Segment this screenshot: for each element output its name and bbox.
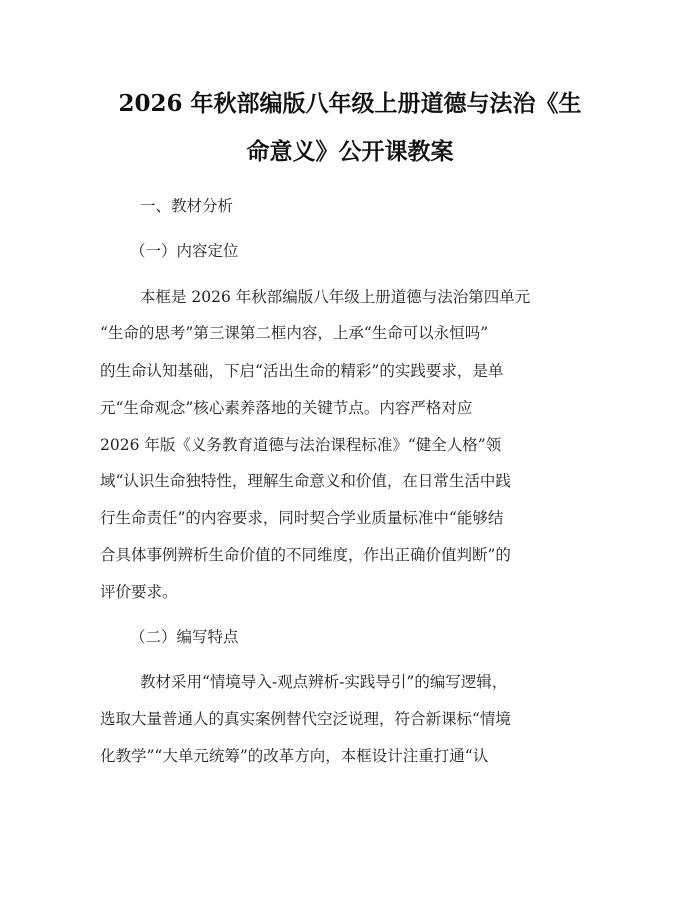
document-title-line-1: 2026 年秋部编版八年级上册道德与法治《生: [118, 90, 582, 117]
section-heading-textbook-analysis: 一、教材分析: [140, 197, 234, 215]
subsection-heading-content-position: （一）内容定位: [130, 242, 239, 260]
paragraph-line: 本框是 2026 年秋部编版八年级上册道德与法治第四单元: [140, 288, 531, 306]
paragraph-line: 元“生命观念”核心素养落地的关键节点。内容严格对应: [100, 399, 473, 417]
paragraph-line: 2026 年版《义务教育道德与法治课程标准》“健全人格”领: [100, 436, 502, 454]
paragraph-line: 评价要求。: [100, 583, 178, 601]
paragraph-line: 的生命认知基础，下启“活出生命的精彩”的实践要求，是单: [100, 362, 504, 380]
paragraph-line: 域“认识生命独特性，理解生命意义和价值，在日常生活中践: [100, 472, 511, 490]
subsection-heading-writing-features: （二）编写特点: [130, 628, 239, 646]
paragraph-line: 教材采用“情境导入-观点辨析-实践导引”的编写逻辑，: [140, 673, 508, 691]
paragraph-line: 合具体事例辨析生命价值的不同维度，作出正确价值判断”的: [100, 546, 511, 564]
paragraph-line: 行生命责任”的内容要求，同时契合学业质量标准中“能够结: [100, 509, 504, 527]
paragraph-line: 选取大量普通人的真实案例替代空泛说理，符合新课标“情境: [100, 710, 511, 728]
paragraph-line: 化教学”“大单元统筹”的改革方向，本框设计注重打通“认: [100, 747, 489, 765]
paragraph-line: “生命的思考”第三课第二框内容，上承“生命可以永恒吗”: [100, 324, 489, 342]
document-title-line-2: 命意义》公开课教案: [246, 138, 454, 165]
